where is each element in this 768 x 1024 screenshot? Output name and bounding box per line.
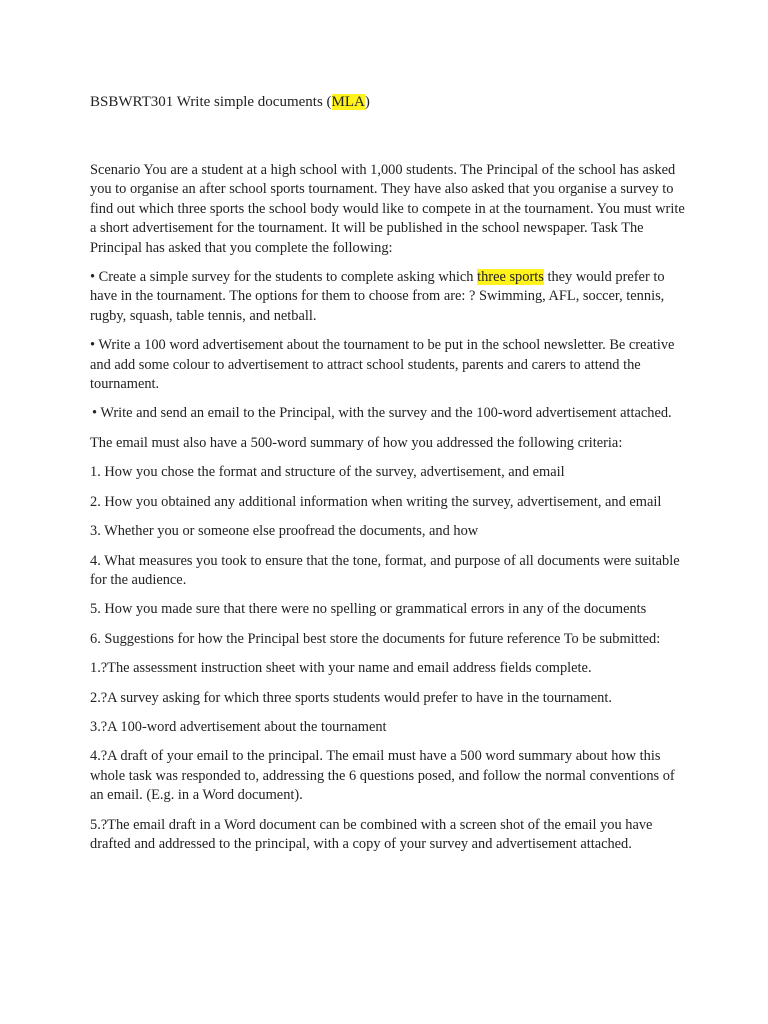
- bullet-survey-highlight: three sports: [477, 269, 544, 286]
- criteria-item: 6. Suggestions for how the Principal best store the documents for future reference To be submitted:: [90, 630, 661, 647]
- bullet-survey-text-start: • Create a simple survey for the students to complete asking which: [90, 269, 478, 286]
- criteria-item: 2. How you obtained any additional information when writing the survey, advertisement, and email: [90, 493, 662, 510]
- title-suffix: ): [364, 94, 370, 110]
- submission-item: 4.?A draft of your email to the principal. The email must have a 500 word summary about how this whole task was responded to, addressing the 6 questions posed, and follow the normal conventions of an email. (E.g. in a Word document).: [90, 748, 675, 804]
- criteria-intro: The email must also have a 500-word summary of how you addressed the following criteria:: [90, 434, 623, 451]
- submission-item: 5.?The email draft in a Word document can be combined with a screen shot of the email you have drafted and addressed to the principal, with a copy of your survey and advertisement attached.: [90, 816, 653, 852]
- criteria-item: 4. What measures you took to ensure that the tone, format, and purpose of all documents were suitable for the audience.: [90, 552, 680, 588]
- document-page: [90, 92, 685, 864]
- scenario-paragraph: Scenario You are a student at a high school with 1,000 students. The Principal of the school has asked you to organise an after school sports tournament. They have also asked that you organise a survey to find out which three sports the school body would like to compete in at the tournament. You must write a short advertisement for the tournament. It will be published in the school newspaper. Task The Principal has asked that you complete the following:: [90, 162, 685, 256]
- criteria-item: 1. How you chose the format and structure of the survey, advertisement, and email: [90, 464, 565, 481]
- bullet-survey: [90, 268, 685, 326]
- submission-item: 2.?A survey asking for which three sports students would prefer to have in the tournament.: [90, 689, 612, 706]
- submission-item: 3.?A 100-word advertisement about the tournament: [90, 718, 387, 735]
- title-prefix: BSBWRT301 Write simple documents (: [90, 94, 332, 110]
- bullet-survey-text-end: they would prefer to have in the tournament. The options for them to choose from are: ? Swimming, AFL, soccer, tennis, rugby, squash, table tennis, and netball.: [90, 269, 665, 324]
- submission-item: 1.?The assessment instruction sheet with your name and email address fields complete.: [90, 660, 592, 677]
- criteria-item: 5. How you made sure that there were no spelling or grammatical errors in any of the documents: [90, 601, 647, 618]
- bullet-advertisement: • Write a 100 word advertisement about the tournament to be put in the school newsletter. Be creative and add some colour to advertisement to attract school students, parents and carers to attend the tournament.: [90, 337, 675, 393]
- criteria-item: 3. Whether you or someone else proofread the documents, and how: [90, 523, 479, 540]
- document-title: [90, 92, 685, 112]
- bullet-email: • Write and send an email to the Principal, with the survey and the 100-word advertisement attached.: [92, 405, 672, 422]
- title-highlight: MLA: [331, 94, 365, 110]
